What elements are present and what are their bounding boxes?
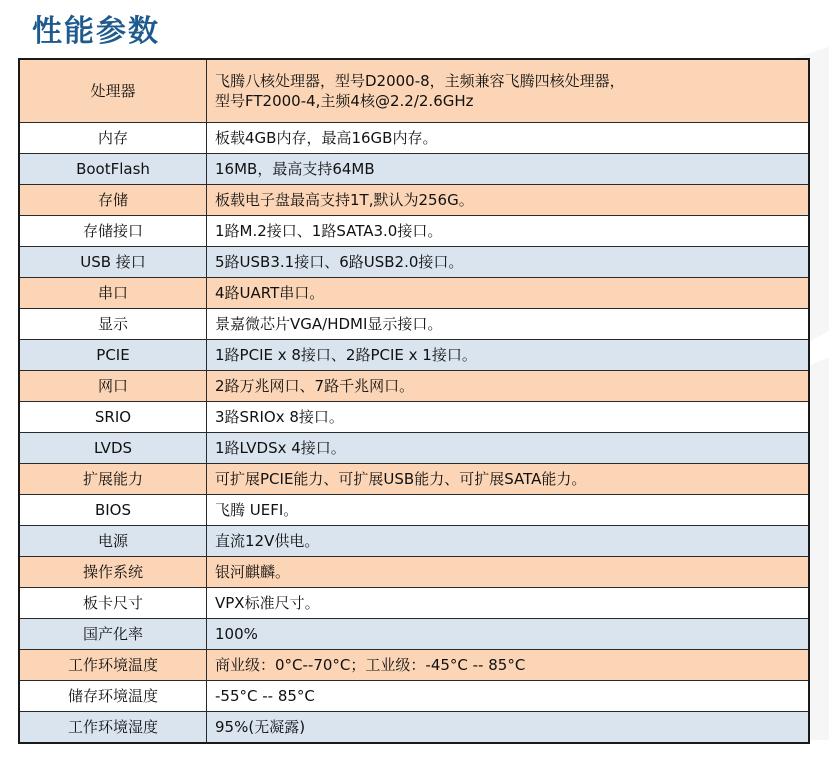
spec-value-line: 商业级：0°C--70°C；工业级：-45°C -- 85°C <box>215 656 526 674</box>
spec-value-line: 板载4GB内存，最高16GB内存。 <box>215 129 438 147</box>
spec-table-body <box>19 59 809 743</box>
spec-value <box>207 371 810 402</box>
table-row <box>19 588 809 619</box>
spec-value-line: 可扩展PCIE能力、可扩展USB能力、可扩展SATA能力。 <box>215 470 587 488</box>
spec-value <box>207 619 810 650</box>
spec-value <box>207 712 810 744</box>
spec-value-line: 景嘉微芯片VGA/HDMI显示接口。 <box>215 315 443 333</box>
table-row <box>19 309 809 340</box>
spec-value <box>207 185 810 216</box>
table-row <box>19 216 809 247</box>
table-row <box>19 123 809 154</box>
spec-value <box>207 588 810 619</box>
spec-value <box>207 59 810 123</box>
spec-label: 处理器 <box>19 59 207 123</box>
spec-value <box>207 154 810 185</box>
spec-label: 板卡尺寸 <box>19 588 207 619</box>
spec-label: 储存环境温度 <box>19 681 207 712</box>
table-row <box>19 464 809 495</box>
spec-label: 内存 <box>19 123 207 154</box>
page-title: 性能参数 <box>32 14 160 49</box>
spec-label: 工作环境温度 <box>19 650 207 681</box>
spec-value-line: 100% <box>215 625 258 643</box>
spec-table <box>18 58 810 744</box>
spec-label: 工作环境湿度 <box>19 712 207 744</box>
spec-value-line: 95%(无凝露) <box>215 718 306 736</box>
spec-value-line: 16MB，最高支持64MB <box>215 160 375 178</box>
spec-value-line: 1路M.2接口、1路SATA3.0接口。 <box>215 222 443 240</box>
table-row <box>19 59 809 123</box>
spec-label: 操作系统 <box>19 557 207 588</box>
spec-label: 网口 <box>19 371 207 402</box>
table-row <box>19 340 809 371</box>
spec-value-line: 3路SRIOx 8接口。 <box>215 408 344 426</box>
spec-label: SRIO <box>19 402 207 433</box>
spec-label: 国产化率 <box>19 619 207 650</box>
spec-value <box>207 681 810 712</box>
spec-value <box>207 278 810 309</box>
spec-value-line: 直流12V供电。 <box>215 532 320 550</box>
spec-value <box>207 495 810 526</box>
spec-label: 扩展能力 <box>19 464 207 495</box>
table-row <box>19 619 809 650</box>
table-row <box>19 402 809 433</box>
table-row <box>19 495 809 526</box>
spec-value-line: VPX标准尺寸。 <box>215 594 320 612</box>
spec-value-line: 1路PCIE x 8接口、2路PCIE x 1接口。 <box>215 346 477 364</box>
spec-value-line: 5路USB3.1接口、6路USB2.0接口。 <box>215 253 464 271</box>
spec-value <box>207 340 810 371</box>
spec-value-line: 板载电子盘最高支持1T,默认为256G。 <box>215 191 474 209</box>
table-row <box>19 278 809 309</box>
spec-value-line: 飞腾 UEFI。 <box>215 501 299 519</box>
table-row <box>19 681 809 712</box>
table-row <box>19 526 809 557</box>
spec-value <box>207 402 810 433</box>
spec-value-line: 飞腾八核处理器，型号D2000-8，主频兼容飞腾四核处理器， <box>215 72 625 90</box>
table-row <box>19 557 809 588</box>
spec-value <box>207 433 810 464</box>
table-row <box>19 712 809 744</box>
spec-value-line: 银河麒麟。 <box>215 563 291 581</box>
spec-value-line: 2路万兆网口、7路千兆网口。 <box>215 377 415 395</box>
spec-value-line: -55°C -- 85°C <box>215 687 315 705</box>
spec-label: BIOS <box>19 495 207 526</box>
table-row <box>19 371 809 402</box>
spec-value <box>207 464 810 495</box>
spec-value <box>207 247 810 278</box>
spec-label: BootFlash <box>19 154 207 185</box>
spec-label: 串口 <box>19 278 207 309</box>
spec-value-line: 1路LVDSx 4接口。 <box>215 439 346 457</box>
table-row <box>19 650 809 681</box>
spec-label: LVDS <box>19 433 207 464</box>
spec-value-line: 4路UART串口。 <box>215 284 325 302</box>
spec-value <box>207 123 810 154</box>
spec-value <box>207 557 810 588</box>
spec-value <box>207 526 810 557</box>
spec-label: 存储接口 <box>19 216 207 247</box>
spec-value <box>207 650 810 681</box>
spec-label: USB 接口 <box>19 247 207 278</box>
spec-label: 存储 <box>19 185 207 216</box>
table-row <box>19 433 809 464</box>
table-row <box>19 247 809 278</box>
spec-value <box>207 216 810 247</box>
table-row <box>19 185 809 216</box>
spec-label: 电源 <box>19 526 207 557</box>
spec-label: 显示 <box>19 309 207 340</box>
table-row <box>19 154 809 185</box>
spec-value-line: 型号FT2000-4,主频4核@2.2/2.6GHz <box>215 92 474 110</box>
spec-value <box>207 309 810 340</box>
spec-label: PCIE <box>19 340 207 371</box>
